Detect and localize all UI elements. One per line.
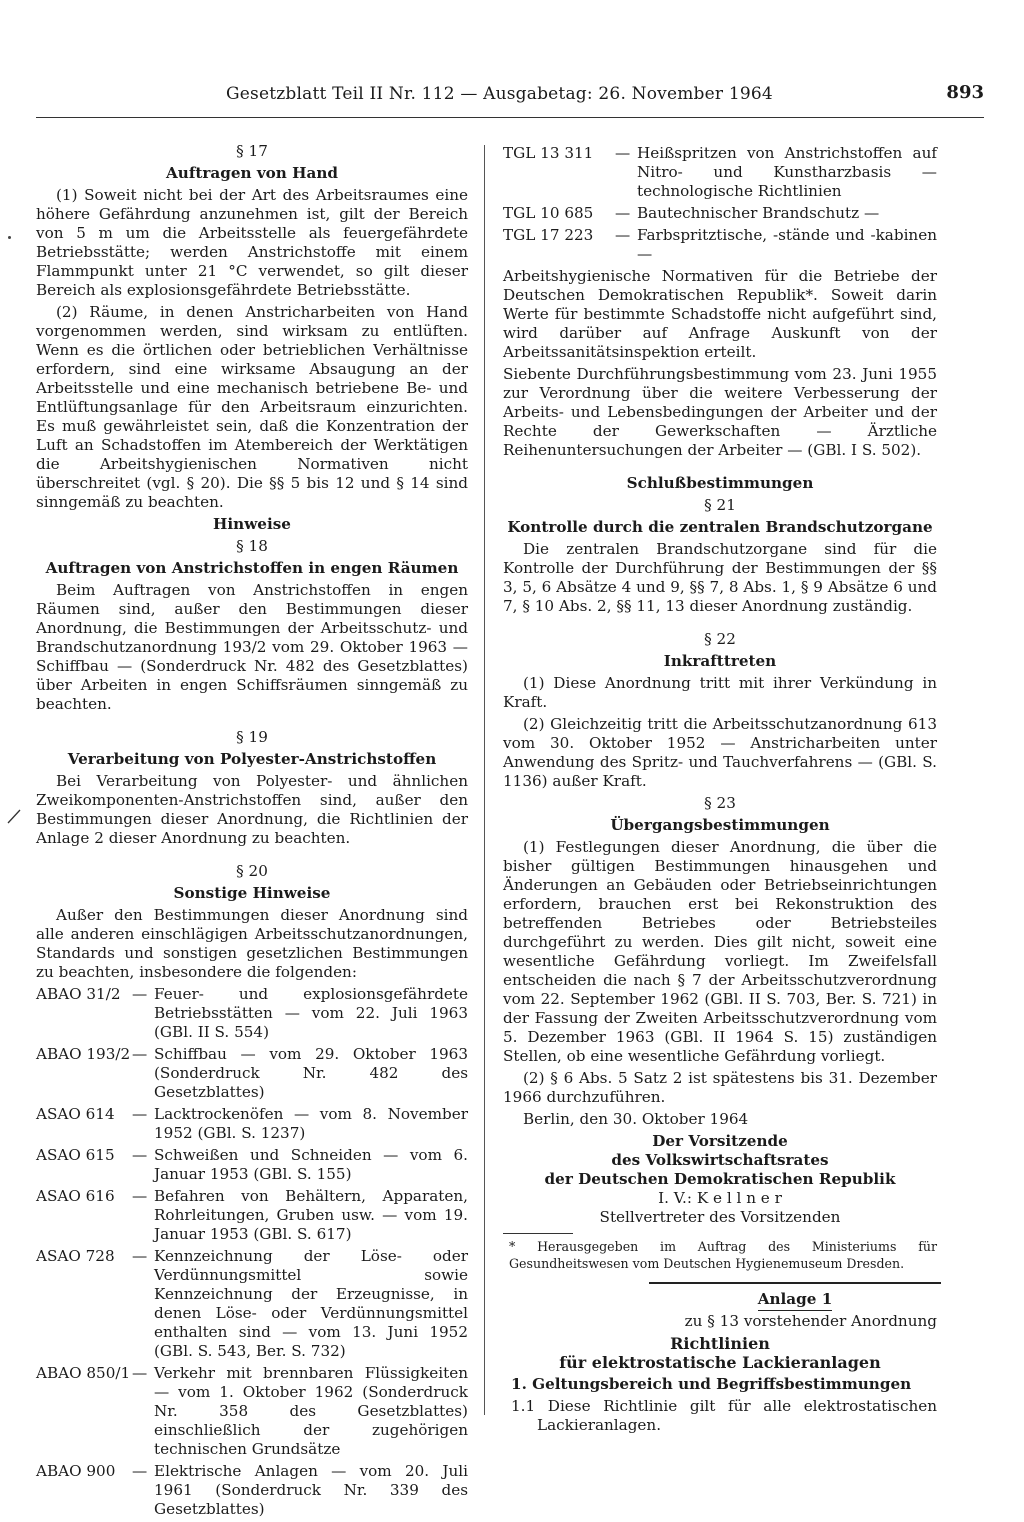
- section-20-title: Sonstige Hinweise: [173, 884, 331, 902]
- header-rule: [36, 117, 984, 118]
- reference-row: [36, 1364, 468, 1462]
- header-title: Gesetzblatt Teil II Nr. 112 — Ausgabetag: 26. November 1964: [226, 84, 773, 104]
- reference-dash: —: [132, 1146, 148, 1164]
- reference-row: [36, 985, 468, 1045]
- signature-name: I. V.: K e l l n e r: [658, 1189, 782, 1207]
- reference-description: Kennzeichnung der Löse- oder Verdünnungsmittel sowie Kennzeichnung der Erzeugnisse, in denen Löse- oder Verdünnungsmittel enthalten sind — vom 13. Juni 1952 (GBl. S. 543, Ber. S. 732): [154, 1247, 468, 1360]
- footnote: * Herausgegeben im Auftrag des Ministeriums für Gesundheitswesen vom Deutschen Hygienemuseum Dresden.: [509, 1239, 937, 1271]
- signature-block: [503, 1132, 937, 1227]
- reference-row: [36, 1105, 468, 1146]
- normativen-para: Arbeitshygienische Normativen für die Betriebe der Deutschen Demokratischen Republik*. Soweit darin Werte für bestimmte Schadstoffe nicht aufgeführt sind, wird darüber auf Anfrage Auskunft von der Arbeitssanitätsinspektion erteilt.: [503, 267, 937, 361]
- item-1-1: 1.1 Diese Richtlinie gilt für alle elektrostatischen Lackieranlagen.: [511, 1397, 937, 1434]
- reference-code: ABAO 850/1: [36, 1364, 131, 1382]
- anlage-label: Anlage 1: [758, 1290, 833, 1311]
- standard-code: TGL 10 685: [503, 204, 594, 222]
- section-21-para: Die zentralen Brandschutzorgane sind für die Kontrolle der Durchführung der Bestimmungen der §§ 3, 5, 6 Absätze 4 und 9, §§ 7, 8 Abs. 1, § 9 Absätze 6 und 7, § 10 Abs. 2, §§ 11, 13 dieser Anordnung zuständig.: [503, 540, 937, 615]
- standard-row: [503, 144, 937, 204]
- left-column: [36, 142, 468, 1522]
- standard-description: Farbspritztische, -stände und -kabinen —: [637, 226, 937, 263]
- reference-description: Befahren von Behältern, Apparaten, Rohrleitungen, Gruben usw. — vom 19. Januar 1953 (GBl. S. 617): [154, 1187, 468, 1243]
- reference-row: [36, 1187, 468, 1247]
- reference-dash: —: [132, 1105, 148, 1123]
- signature-line-3: der Deutschen Demokratischen Republik: [544, 1170, 896, 1188]
- signature-role: Stellvertreter des Vorsitzenden: [599, 1208, 841, 1226]
- section-22-para-2: (2) Gleichzeitig tritt die Arbeitsschutzanordnung 613 vom 30. Oktober 1952 — Anstricharbeiten unter Anwendung des Spritz- und Tauchverfahrens — (GBl. S. 1136) außer Kraft.: [503, 715, 937, 790]
- page-header: [36, 80, 984, 116]
- reference-row: [36, 1146, 468, 1187]
- standard-code: TGL 17 223: [503, 226, 594, 244]
- anlage-reference: zu § 13 vorstehender Anordnung: [684, 1312, 937, 1330]
- anlage-heading: [649, 1290, 941, 1309]
- reference-dash: —: [132, 1364, 148, 1382]
- section-23-title: Übergangsbestimmungen: [610, 816, 830, 834]
- section-22-para-1: (1) Diese Anordnung tritt mit ihrer Verkündung in Kraft.: [503, 674, 937, 711]
- margin-slash-mark: [6, 808, 22, 824]
- reference-row: [36, 1462, 468, 1522]
- standard-dash: —: [615, 144, 631, 162]
- reference-row: [36, 1045, 468, 1105]
- place-and-date: Berlin, den 30. Oktober 1964: [523, 1110, 749, 1128]
- reference-description: Feuer- und explosionsgefährdete Betriebsstätten — vom 22. Juli 1963 (GBl. II S. 554): [154, 985, 468, 1041]
- section-21-title: Kontrolle durch die zentralen Brandschutzorgane: [507, 518, 933, 536]
- section-19-para: Bei Verarbeitung von Polyester- und ähnlichen Zweikomponenten-Anstrichstoffen sind, außer den Bestimmungen dieser Anordnung, die Richtlinien der Anlage 2 dieser Anordnung zu beachten.: [36, 772, 468, 847]
- reference-code: ABAO 900: [36, 1462, 116, 1480]
- section-22-title: Inkrafttreten: [663, 652, 777, 670]
- reference-description: Schiffbau — vom 29. Oktober 1963 (Sonderdruck Nr. 482 des Gesetzblattes): [154, 1045, 468, 1101]
- richtlinien-title: Richtlinien: [670, 1334, 770, 1353]
- section-22-number: § 22: [704, 630, 736, 648]
- standard-dash: —: [615, 204, 631, 222]
- section-19-title: Verarbeitung von Polyester-Anstrichstoffen: [67, 750, 437, 768]
- hinweise-heading: Hinweise: [213, 515, 291, 533]
- standard-description: Bautechnischer Brandschutz —: [637, 204, 880, 222]
- reference-code: ASAO 616: [36, 1187, 115, 1205]
- siebente-para: Siebente Durchführungsbestimmung vom 23. Juni 1955 zur Verordnung über die weitere Verbesserung der Arbeits- und Lebensbedingungen der Arbeiter und der Rechte der Gewerkschaften — Ärztliche Reihenuntersuchungen der Arbeiter — (GBl. I S. 502).: [503, 365, 937, 459]
- schlussbestimmungen-heading: Schlußbestimmungen: [626, 474, 814, 492]
- standard-row: [503, 226, 937, 267]
- reference-dash: —: [132, 1187, 148, 1205]
- reference-code: ABAO 31/2: [36, 985, 121, 1003]
- reference-row: [36, 1247, 468, 1364]
- reference-description: Elektrische Anlagen — vom 20. Juli 1961 (Sonderdruck Nr. 339 des Gesetzblattes): [154, 1462, 468, 1518]
- tgl-standard-list: [503, 144, 937, 267]
- footnote-rule: [503, 1233, 573, 1234]
- reference-code: ASAO 614: [36, 1105, 115, 1123]
- section-17-para-1: (1) Soweit nicht bei der Art des Arbeitsraumes eine höhere Gefährdung anzunehmen ist, gilt der Bereich von 5 m um die Arbeitsstelle als feuergefährdete Betriebsstätte; werden Anstrichstoffe mit einem Flammpunkt unter 21 °C verwendet, so gilt dieser Bereich als explosionsgefährdete Betriebsstätte.: [36, 186, 468, 299]
- section-18-title: Auftragen von Anstrichstoffen in engen Räumen: [45, 559, 459, 577]
- section-18-number: § 18: [236, 537, 268, 555]
- reference-code: ASAO 728: [36, 1247, 115, 1265]
- reference-dash: —: [132, 985, 148, 1003]
- section-17-number: § 17: [236, 142, 268, 160]
- section-17-para-2: (2) Räume, in denen Anstricharbeiten von Hand vorgenommen werden, sind wirksam zu entlüften. Wenn es die örtlichen oder betrieblichen Verhältnisse erfordern, sind eine wirksame Absaugung an der Arbeitsstelle und eine mechanisch betriebene Be- und Entlüftungsanlage für den Arbeitsraum einzurichten. Es muß gewährleistet sein, daß die Konzentration der Luft an Schadstoffen im Atembereich der Werktätigen die Arbeitshygienischen Normativen nicht überschreitet (vgl. § 20). Die §§ 5 bis 12 und § 14 sind sinngemäß zu beachten.: [36, 303, 468, 511]
- reference-description: Verkehr mit brennbaren Flüssigkeiten — vom 1. Oktober 1962 (Sonderdruck Nr. 358 des Gesetzblattes) einschließlich der zugehörigen technischen Grundsätze: [154, 1364, 468, 1458]
- section-17-title: Auftragen von Hand: [166, 164, 338, 182]
- reference-dash: —: [132, 1247, 148, 1265]
- right-column: [503, 144, 937, 1438]
- section-20-number: § 20: [236, 862, 268, 880]
- richtlinien-subtitle: für elektrostatische Lackieranlagen: [559, 1353, 881, 1372]
- reference-dash: —: [132, 1462, 148, 1480]
- subsection-heading-1: 1. Geltungsbereich und Begriffsbestimmungen: [511, 1375, 912, 1393]
- section-18-para: Beim Auftragen von Anstrichstoffen in engen Räumen sind, außer den Bestimmungen dieser Anordnung, die Bestimmungen der Arbeitsschutz- und Brandschutzanordnung 193/2 vom 29. Oktober 1963 — Schiffbau — (Sonderdruck Nr. 482 des Gesetzblattes) über Arbeiten in engen Schiffsräumen sinngemäß zu beachten.: [36, 581, 468, 713]
- reference-dash: —: [132, 1045, 148, 1063]
- section-23-para-2: (2) § 6 Abs. 5 Satz 2 ist spätestens bis 31. Dezember 1966 durchzuführen.: [503, 1069, 937, 1106]
- margin-dot: [8, 236, 11, 239]
- signature-line-2: des Volkswirtschaftsrates: [611, 1151, 829, 1169]
- standard-description: Heißspritzen von Anstrichstoffen auf Nitro- und Kunstharzbasis — technologische Richtlinien: [637, 144, 937, 200]
- section-23-number: § 23: [704, 794, 736, 812]
- regulation-reference-list: [36, 985, 468, 1522]
- reference-code: ASAO 615: [36, 1146, 115, 1164]
- section-19-number: § 19: [236, 728, 268, 746]
- anlage-rule: [649, 1282, 941, 1284]
- page-number: 893: [946, 82, 984, 103]
- section-21-number: § 21: [704, 496, 736, 514]
- standard-row: [503, 204, 937, 226]
- reference-code: ABAO 193/2: [36, 1045, 131, 1063]
- standard-code: TGL 13 311: [503, 144, 594, 162]
- section-20-para: Außer den Bestimmungen dieser Anordnung sind alle anderen einschlägigen Arbeitsschutzanordnungen, Standards und sonstigen gesetzlichen Bestimmungen zu beachten, insbesondere die folgenden:: [36, 906, 468, 981]
- signature-line-1: Der Vorsitzende: [652, 1132, 788, 1150]
- section-23-para-1: (1) Festlegungen dieser Anordnung, die über die bisher gültigen Bestimmungen hinausgehen und Änderungen an Gebäuden oder Betriebseinrichtungen erfordern, brauchen erst bei Rekonstruktion des betreffenden Betriebes oder Betriebsteiles durchgeführt zu werden. Dies gilt nicht, soweit eine wesentliche Gefährdung vorliegt. Im Zweifelsfall entscheiden die nach § 7 der Arbeitsschutzverordnung vom 22. September 1962 (GBl. II S. 703, Ber. S. 721) in der Fassung der Zweiten Arbeitsschutzverordnung vom 5. Dezember 1963 (GBl. II 1964 S. 15) zuständigen Stellen, ob eine wesentliche Gefährdung vorliegt.: [503, 838, 937, 1065]
- column-divider: [484, 145, 485, 1415]
- standard-dash: —: [615, 226, 631, 244]
- reference-description: Lacktrockenöfen — vom 8. November 1952 (GBl. S. 1237): [154, 1105, 468, 1142]
- reference-description: Schweißen und Schneiden — vom 6. Januar 1953 (GBl. S. 155): [154, 1146, 468, 1183]
